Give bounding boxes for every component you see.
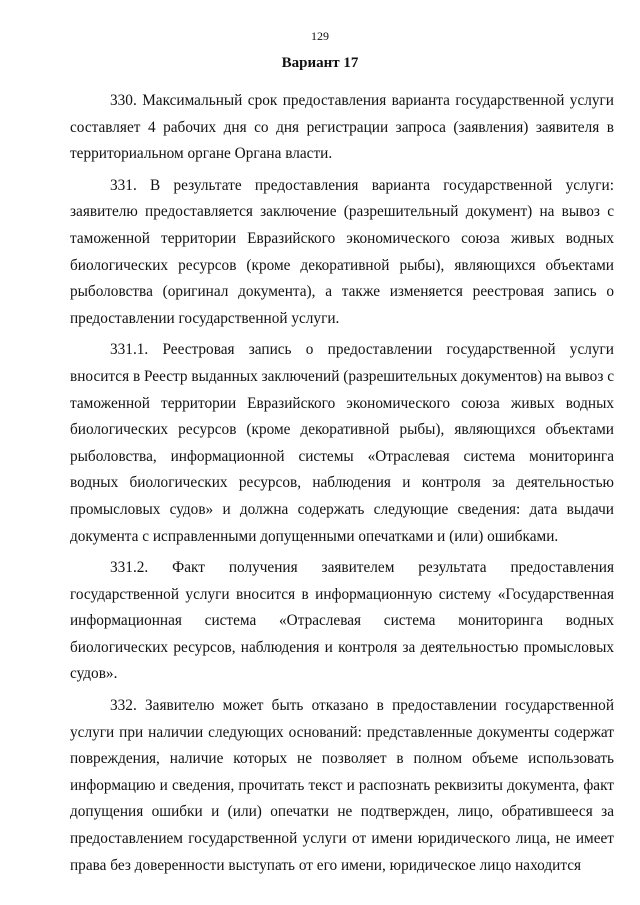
paragraph-331-2: 331.2. Факт получения заявителем результата предоставления государственной услуги вносится в информационную систему «Государственная информационная система «Отраслевая система мониторинга водных биологических ресурсов, наблюдения и контроля за деятельностью промысловых судов». [70,559,614,683]
section-heading: Вариант 17 [281,55,359,71]
document-body [70,88,614,879]
page-number: 129 [311,29,329,43]
paragraph-331: 331. В результате предоставления варианта государственной услуги: заявителю предоставляется заключение (разрешительный документ) на вывоз с таможенной территории Евразийского экономического союза живых водных биологических ресурсов (кроме декоративной рыбы), являющихся объектами рыболовства (оригинал документа), а также изменяется реестровая запись о предоставлении государственной услуги. [70,176,614,327]
paragraph-332: 332. Заявителю может быть отказано в предоставлении государственной услуги при наличии следующих оснований: представленные документы содержат повреждения, наличие которых не позволяет в полном объеме использовать информацию и сведения, прочитать текст и распознать реквизиты документа, факт допущения ошибки и (или) опечатки не подтвержден, лицо, обратившееся за предоставлением государственной услуги от имени юридического лица, не имеет права без доверенности выступать от его имени, юридическое лицо находится [70,697,614,874]
paragraph-330: 330. Максимальный срок предоставления варианта государственной услуги составляет 4 рабочих дня со дня регистрации запроса (заявления) заявителя в территориальном органе Органа власти. [70,92,614,163]
paragraph-331-1: 331.1. Реестровая запись о предоставлении государственной услуги вносится в Реестр выданных заключений (разрешительных документов) на вывоз с таможенной территории Евразийского экономического союза живых водных биологических ресурсов (кроме декоративной рыбы), являющихся объектами рыболовства, информационной системы «Отраслевая система мониторинга водных биологических ресурсов, наблюдения и контроля за деятельностью промысловых судов» и должна содержать следующие сведения: дата выдачи документа с исправленными допущенными опечатками и (или) ошибками. [70,341,614,545]
